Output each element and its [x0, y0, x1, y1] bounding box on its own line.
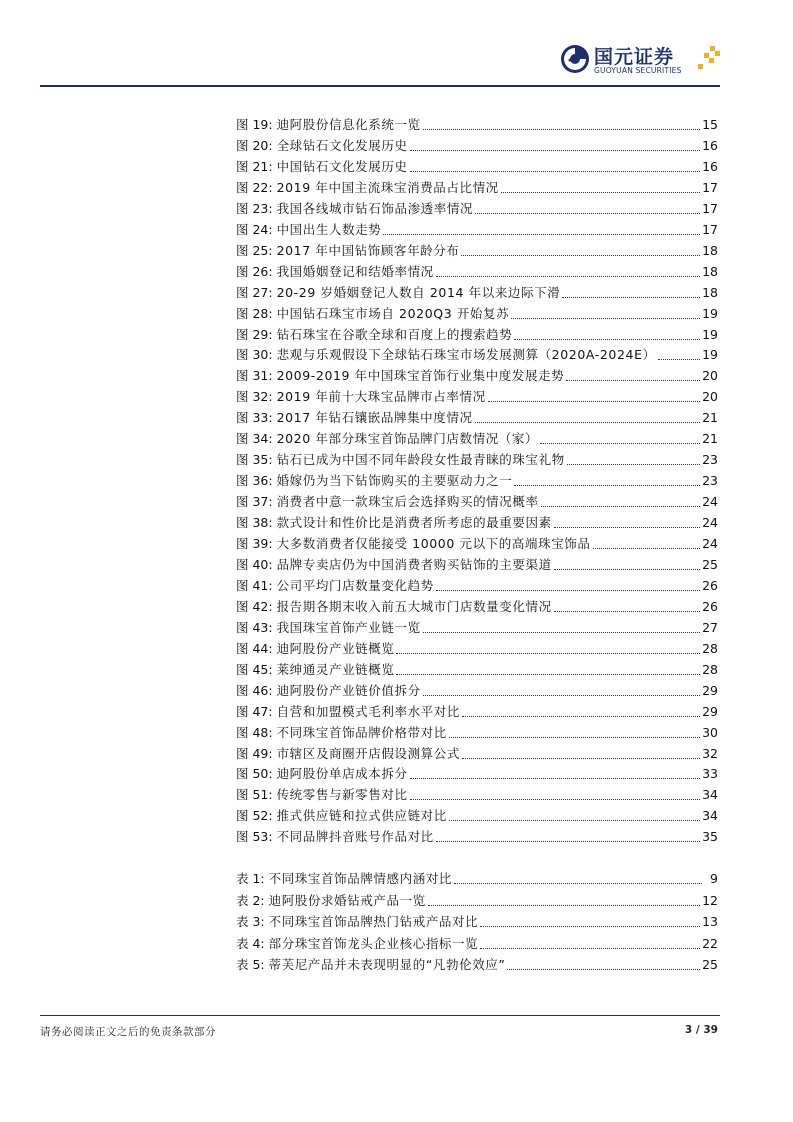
- table-entry[interactable]: [236, 932, 718, 952]
- dot-leader: [383, 234, 700, 235]
- figure-entry[interactable]: [236, 469, 718, 489]
- figure-entry-label: 图 43:: [236, 619, 273, 635]
- figure-entry-title: 不同珠宝首饰品牌价格带对比: [276, 724, 447, 740]
- figure-entry-page: 20: [702, 368, 718, 384]
- figure-entry[interactable]: [236, 239, 718, 259]
- dot-leader: [423, 695, 700, 696]
- figure-entry-title: 报告期各期末收入前五大城市门店数量变化情况: [276, 598, 552, 614]
- figure-entry-title: 品牌专卖店仍为中国消费者购买钻饰的主要渠道: [276, 556, 552, 572]
- figure-entry-page: 20: [702, 389, 718, 405]
- dot-leader: [554, 527, 700, 528]
- figure-entry-title: 2019 年中国主流珠宝消费品占比情况: [276, 179, 499, 195]
- figure-entry[interactable]: [236, 218, 718, 238]
- figure-entry-title: 公司平均门店数量变化趋势: [276, 577, 434, 593]
- figure-entry-page: 23: [702, 473, 718, 489]
- table-entry-title: 迪阿股份求婚钻戒产品一览: [268, 892, 426, 908]
- figure-entry-label: 图 20:: [236, 137, 273, 153]
- figure-entry-title: 2019 年前十大珠宝品牌市占率情况: [276, 389, 486, 405]
- figure-entry[interactable]: [236, 134, 718, 154]
- dot-leader: [554, 569, 700, 570]
- figure-entry-title: 全球钻石文化发展历史: [276, 137, 408, 153]
- figure-entry-title: 2017 年钻石镶嵌品牌集中度情况: [276, 410, 473, 426]
- figure-entry-page: 23: [702, 452, 718, 468]
- figure-entry[interactable]: [236, 385, 718, 405]
- figure-entry-title: 悲观与乐观假设下全球钻石珠宝市场发展测算（2020A-2024E）: [276, 347, 656, 363]
- dot-leader: [475, 422, 701, 423]
- figure-entry[interactable]: [236, 364, 718, 384]
- dot-leader: [396, 653, 700, 654]
- figure-entry-label: 图 49:: [236, 745, 273, 761]
- figure-entry[interactable]: [236, 302, 718, 322]
- brand-logo: [560, 42, 720, 78]
- figure-entry-title: 婚嫁仍为当下钻饰购买的主要驱动力之一: [276, 473, 513, 489]
- figure-entry-page: 30: [702, 724, 718, 740]
- table-entry[interactable]: [236, 910, 718, 930]
- dot-leader: [410, 778, 701, 779]
- table-entry-label: 表 3:: [236, 914, 265, 929]
- figure-entry-label: 图 28:: [236, 305, 273, 321]
- dot-leader: [514, 485, 700, 486]
- figure-entry-page: 28: [702, 640, 718, 656]
- figure-entry[interactable]: [236, 658, 718, 678]
- figure-entry-title: 迪阿股份信息化系统一览: [276, 117, 421, 132]
- brand-name-en: GUOYUAN SECURITIES: [594, 66, 682, 75]
- table-entry-page: 13: [702, 914, 718, 929]
- table-entry-page: 9: [710, 871, 718, 886]
- dot-leader: [449, 820, 700, 821]
- figure-entry-title: 迪阿股份产业链价值拆分: [276, 682, 421, 698]
- footer-disclaimer: 请务必阅读正文之后的免责条款部分: [40, 1026, 216, 1038]
- figure-entry[interactable]: [236, 721, 718, 741]
- figure-entry-page: 19: [702, 305, 718, 321]
- figure-entry-title: 市辖区及商圈开店假设测算公式: [276, 745, 460, 761]
- figure-entry-page: 28: [702, 661, 718, 677]
- gold-arrows-icon: [698, 46, 720, 72]
- figure-entry-title: 我国婚姻登记和结婚率情况: [276, 263, 434, 279]
- dot-leader: [480, 948, 700, 949]
- table-entry-title: 蒂芙尼产品并未表现明显的“凡勃伦效应”: [268, 957, 506, 972]
- figure-entry-page: 17: [702, 221, 718, 237]
- figure-entry[interactable]: [236, 343, 718, 363]
- figure-entry-title: 2020 年部分珠宝首饰品牌门店数情况（家）: [276, 431, 539, 447]
- figure-entry[interactable]: [236, 700, 718, 720]
- figure-entry[interactable]: [236, 197, 718, 217]
- figure-entry-page: 18: [702, 263, 718, 279]
- figure-entry[interactable]: [236, 260, 718, 280]
- dot-leader: [454, 883, 702, 884]
- figure-entry-label: 图 35:: [236, 452, 273, 468]
- figure-entry-page: 26: [702, 577, 718, 593]
- dot-leader: [658, 359, 700, 360]
- figure-entry[interactable]: [236, 553, 718, 573]
- header-divider: [40, 85, 720, 87]
- dot-leader: [514, 339, 700, 340]
- figure-entry-page: 16: [702, 137, 718, 153]
- table-entry-title: 部分珠宝首饰龙头企业核心指标一览: [268, 935, 479, 951]
- figure-entry-page: 35: [702, 829, 718, 845]
- figure-entry[interactable]: [236, 825, 718, 845]
- figure-entry[interactable]: [236, 595, 718, 615]
- dot-leader: [436, 841, 700, 842]
- figure-entry-title: 推式供应链和拉式供应链对比: [276, 808, 447, 824]
- figure-entry-page: 24: [702, 515, 718, 531]
- figure-entry-label: 图 40:: [236, 556, 273, 572]
- figure-entry-title: 我国珠宝首饰产业链一览: [276, 619, 421, 635]
- figure-entry-label: 图 36:: [236, 473, 273, 489]
- figure-entry-label: 图 37:: [236, 494, 273, 510]
- figure-entry-page: 21: [702, 431, 718, 447]
- figure-entry-page: 18: [702, 284, 718, 300]
- figure-entry-title: 不同品牌抖音账号作品对比: [276, 829, 434, 845]
- figure-entry[interactable]: [236, 176, 718, 196]
- brand-name-cn: 国元证券: [594, 46, 675, 68]
- figure-entry-label: 图 29:: [236, 326, 273, 342]
- figure-entry-page: 29: [702, 703, 718, 719]
- figure-entry[interactable]: [236, 406, 718, 426]
- figure-entry-label: 图 48:: [236, 724, 273, 740]
- dot-leader: [540, 443, 700, 444]
- figure-entry-page: 24: [702, 494, 718, 510]
- dot-leader: [462, 716, 700, 717]
- figure-entry-label: 图 47:: [236, 703, 273, 719]
- figure-entry-title: 我国各线城市钻石饰品渗透率情况: [276, 200, 474, 216]
- figure-entry-page: 21: [702, 410, 718, 426]
- figure-entry-page: 18: [702, 242, 718, 258]
- figure-entry-page: 24: [702, 536, 718, 551]
- figure-entry-label: 图 38:: [236, 515, 273, 531]
- figure-entry-label: 图 39:: [236, 536, 273, 551]
- guoyuan-logo-icon: [560, 44, 590, 74]
- figure-entry-label: 图 52:: [236, 808, 273, 824]
- figure-entry-title: 钻石已成为中国不同年龄段女性最青睐的珠宝礼物: [276, 452, 565, 468]
- figure-entry-title: 钻石珠宝在谷歌全球和百度上的搜索趋势: [276, 326, 513, 342]
- dot-leader: [541, 506, 701, 507]
- figure-entry-label: 图 45:: [236, 661, 273, 677]
- figure-entry-label: 图 21:: [236, 158, 273, 174]
- figure-entry[interactable]: [236, 155, 718, 175]
- figure-entry-label: 图 53:: [236, 829, 273, 845]
- dot-leader: [428, 905, 700, 906]
- figure-entry-label: 图 26:: [236, 263, 273, 279]
- figure-entry-label: 图 31:: [236, 368, 273, 384]
- figure-entry-label: 图 42:: [236, 598, 273, 614]
- figure-entry[interactable]: [236, 742, 718, 762]
- figure-entry-page: 17: [702, 179, 718, 195]
- figure-entry-title: 自营和加盟模式毛利率水平对比: [276, 703, 460, 719]
- figure-entry-label: 图 24:: [236, 221, 273, 237]
- figure-entry-label: 图 33:: [236, 410, 273, 426]
- dot-leader: [507, 969, 700, 970]
- table-entry[interactable]: [236, 953, 718, 973]
- dot-leader: [501, 192, 700, 193]
- figure-entry-page: 19: [702, 347, 718, 363]
- figure-entry-label: 图 46:: [236, 682, 273, 698]
- figure-entry-page: 29: [702, 682, 718, 698]
- figure-entry-title: 迪阿股份单店成本拆分: [276, 766, 408, 782]
- figure-entry-title: 大多数消费者仅能接受 10000 元以下的高端珠宝饰品: [276, 536, 591, 551]
- figure-entry[interactable]: [236, 574, 718, 594]
- figure-entry-title: 2009-2019 年中国珠宝首饰行业集中度发展走势: [276, 368, 565, 384]
- figure-entry[interactable]: [236, 448, 718, 468]
- figure-entry-page: 16: [702, 158, 718, 174]
- table-entry-label: 表 1:: [236, 871, 265, 886]
- figure-entry-title: 中国钻石珠宝市场自 2020Q3 开始复苏: [276, 305, 510, 321]
- dot-leader: [449, 737, 700, 738]
- dot-leader: [562, 297, 700, 298]
- figure-entry-label: 图 19:: [236, 117, 273, 132]
- dot-leader: [461, 255, 700, 256]
- dot-leader: [567, 464, 700, 465]
- figure-entry-page: 32: [702, 745, 718, 761]
- figure-entry-title: 迪阿股份产业链概览: [276, 640, 395, 656]
- figure-entry-title: 款式设计和性价比是消费者所考虑的最重要因素: [276, 515, 552, 531]
- figure-entry-label: 图 25:: [236, 242, 273, 258]
- dot-leader: [566, 380, 700, 381]
- figure-entry-label: 图 44:: [236, 640, 273, 656]
- figure-entry-label: 图 23:: [236, 200, 273, 216]
- figure-entry-label: 图 32:: [236, 389, 273, 405]
- figure-entry-label: 图 34:: [236, 431, 273, 447]
- dot-leader: [554, 611, 700, 612]
- figure-entry[interactable]: [236, 804, 718, 824]
- dot-leader: [396, 674, 700, 675]
- dot-leader: [410, 171, 701, 172]
- table-entry-title: 不同珠宝首饰品牌情感内涵对比: [268, 871, 453, 886]
- figure-entry-title: 2017 年中国钻饰顾客年龄分布: [276, 242, 460, 258]
- figure-entry-title: 传统零售与新零售对比: [276, 787, 408, 803]
- table-entry-label: 表 2:: [236, 892, 265, 908]
- table-entry[interactable]: [236, 889, 718, 909]
- table-entry-title: 不同珠宝首饰品牌热门钻戒产品对比: [268, 914, 479, 929]
- figure-entry-title: 中国出生人数走势: [276, 221, 382, 237]
- figure-entry[interactable]: [236, 323, 718, 343]
- dot-leader: [436, 590, 700, 591]
- dot-leader: [462, 758, 700, 759]
- figure-entry-page: 26: [702, 598, 718, 614]
- figure-entry-page: 34: [702, 787, 718, 803]
- figure-entry-page: 25: [702, 556, 718, 572]
- figure-entry-page: 17: [702, 200, 718, 216]
- figure-entry-label: 图 22:: [236, 179, 273, 195]
- figure-entry[interactable]: [236, 637, 718, 657]
- figure-entry-page: 15: [702, 117, 718, 132]
- figure-entry-title: 中国钻石文化发展历史: [276, 158, 408, 174]
- figure-entry[interactable]: [236, 113, 718, 133]
- figure-entry[interactable]: [236, 783, 718, 803]
- dot-leader: [423, 129, 700, 130]
- table-entry-page: 22: [702, 935, 718, 951]
- table-entry-label: 表 4:: [236, 935, 265, 951]
- figure-entry[interactable]: [236, 532, 718, 552]
- figure-entry-title: 消费者中意一款珠宝后会选择购买的情况概率: [276, 494, 539, 510]
- footer-divider: [40, 1015, 720, 1016]
- figure-entry-title: 莱绅通灵产业链概览: [276, 661, 395, 677]
- figure-entry-page: 27: [702, 619, 718, 635]
- figure-entry-label: 图 41:: [236, 577, 273, 593]
- dot-leader: [436, 276, 700, 277]
- figure-entry-label: 图 30:: [236, 347, 273, 363]
- figure-entry-title: 20-29 岁婚姻登记人数自 2014 年以来边际下滑: [276, 284, 561, 300]
- figure-entry[interactable]: [236, 427, 718, 447]
- figure-entry-label: 图 50:: [236, 766, 273, 782]
- figure-entry-label: 图 51:: [236, 787, 273, 803]
- table-entry[interactable]: [236, 867, 718, 887]
- figure-entry[interactable]: [236, 679, 718, 699]
- dot-leader: [593, 548, 701, 549]
- dot-leader: [423, 632, 700, 633]
- figure-entry-page: 34: [702, 808, 718, 824]
- dot-leader: [511, 318, 700, 319]
- figure-entry[interactable]: [236, 281, 718, 301]
- figure-entry-label: 图 27:: [236, 284, 273, 300]
- dot-leader: [480, 926, 700, 927]
- figure-entry[interactable]: [236, 616, 718, 636]
- table-entry-label: 表 5:: [236, 957, 265, 972]
- page-number: 3 / 39: [684, 1024, 718, 1036]
- table-entry-page: 12: [702, 892, 718, 908]
- figure-entry[interactable]: [236, 490, 718, 510]
- dot-leader: [475, 213, 700, 214]
- figure-entry[interactable]: [236, 511, 718, 531]
- dot-leader: [410, 799, 701, 800]
- dot-leader: [488, 401, 700, 402]
- figure-entry-page: 33: [702, 766, 718, 782]
- figure-entry-page: 19: [702, 326, 718, 342]
- figure-entry[interactable]: [236, 762, 718, 782]
- dot-leader: [410, 150, 701, 151]
- table-entry-page: 25: [702, 957, 718, 972]
